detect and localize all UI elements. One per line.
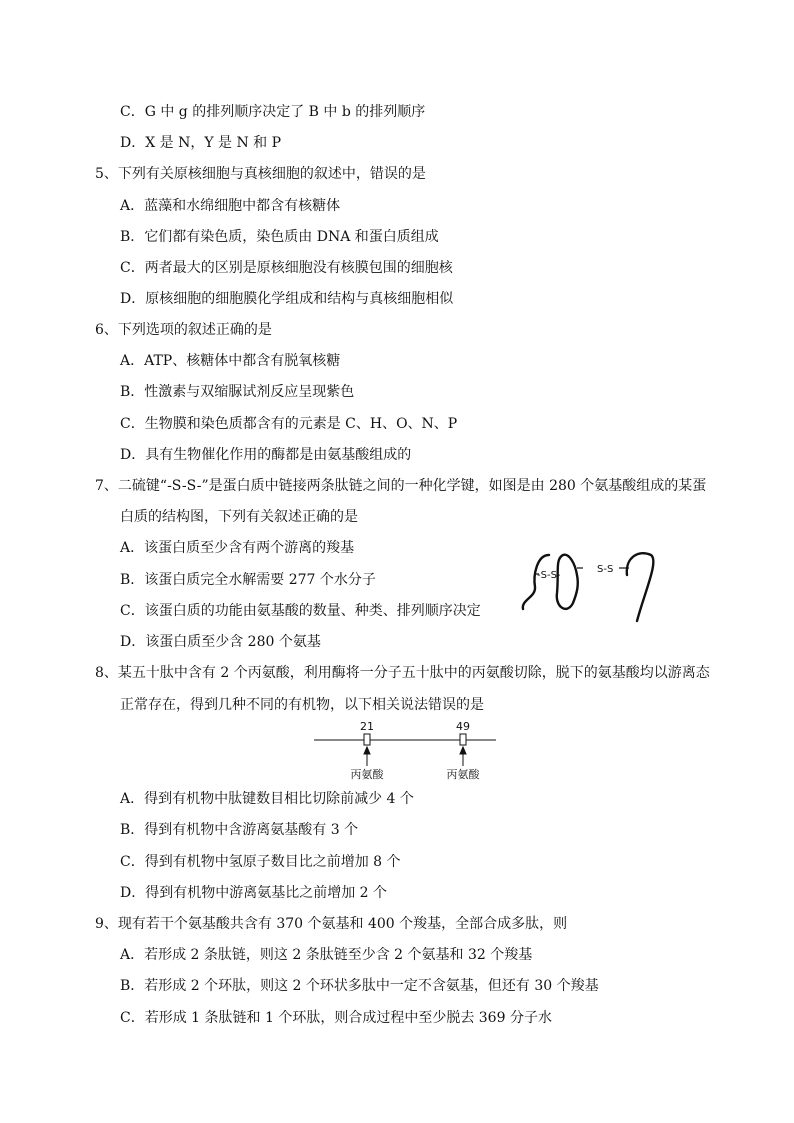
- alanine-label-2: 丙氨酸: [446, 768, 480, 781]
- question-5-option-a: A．蓝藻和水绵细胞中都含有核糖体: [120, 198, 341, 214]
- option-d-prev: D．X 是 N，Y 是 N 和 P: [120, 135, 282, 151]
- question-7-option-b: B．该蛋白质完全水解需要 277 个水分子: [120, 572, 376, 588]
- disulfide-bond-label-1: -S-S-: [537, 570, 561, 581]
- peptide-chain-figure: [310, 714, 500, 782]
- question-5-option-b: B．它们都有染色质，染色质由 DNA 和蛋白质组成: [120, 229, 439, 245]
- question-6-stem: 6、下列选项的叙述正确的是: [95, 322, 272, 338]
- question-8-stem-line1: 8、某五十肽中含有 2 个丙氨酸，利用酶将一分子五十肽中的丙氨酸切除，脱下的氨基酸均以游离态: [95, 665, 710, 681]
- alanine-label-1: 丙氨酸: [350, 768, 384, 781]
- question-7-option-d: D．该蛋白质至少含 280 个氨基: [120, 634, 321, 650]
- question-8-stem-line2: 正常存在，得到几种不同的有机物，以下相关说法错误的是: [120, 697, 484, 713]
- question-6-option-d: D．具有生物催化作用的酶都是由氨基酸组成的: [120, 447, 412, 463]
- question-7-option-c: C．该蛋白质的功能由氨基酸的数量、种类、排列顺序决定: [120, 603, 481, 619]
- question-9-option-a: A．若形成 2 条肽链，则这 2 条肽链至少含 2 个氨基和 32 个羧基: [120, 947, 533, 963]
- question-5-stem: 5、下列有关原核细胞与真核细胞的叙述中，错误的是: [95, 166, 426, 182]
- disulfide-bond-label-2: S-S: [597, 564, 614, 575]
- option-c-prev: C．G 中 g 的排列顺序决定了 B 中 b 的排列顺序: [120, 104, 426, 120]
- question-5-option-c: C．两者最大的区别是原核细胞没有核膜包围的细胞核: [120, 260, 453, 276]
- question-8-option-a: A．得到有机物中肽键数目相比切除前减少 4 个: [120, 791, 414, 807]
- question-9-stem: 9、现有若干个氨基酸共含有 370 个氨基和 400 个羧基，全部合成多肽，则: [95, 916, 568, 932]
- question-7-option-a: A．该蛋白质至少含有两个游离的羧基: [120, 540, 355, 556]
- alanine-box-21: [364, 734, 370, 745]
- peptide-chain-3: [627, 553, 654, 621]
- protein-structure-figure: [515, 545, 665, 625]
- peptide-chain-1: [523, 555, 549, 609]
- question-6-option-b: B．性激素与双缩脲试剂反应呈现紫色: [120, 384, 355, 400]
- question-9-option-b: B．若形成 2 个环肽，则这 2 个环状多肽中一定不含氨基，但还有 30 个羧基: [120, 978, 599, 994]
- question-6-option-c: C．生物膜和染色质都含有的元素是 C、H、O、N、P: [120, 416, 458, 432]
- arrow-up-icon: [460, 747, 466, 754]
- question-6-option-a: A．ATP、核糖体中都含有脱氧核糖: [120, 353, 341, 369]
- position-label-49: 49: [456, 720, 470, 733]
- question-7-stem-line1: 7、二硫键“-S-S-”是蛋白质中链接两条肽链之间的一种化学键，如图是由 280 个氨基酸组成的某蛋: [95, 478, 707, 494]
- question-5-option-d: D．原核细胞的细胞膜化学组成和结构与真核细胞相似: [120, 291, 454, 307]
- question-8-option-c: C．得到有机物中氢原子数目比之前增加 8 个: [120, 854, 401, 870]
- question-7-stem-line2: 白质的结构图，下列有关叙述正确的是: [120, 509, 358, 525]
- question-8-option-d: D．得到有机物中游离氨基比之前增加 2 个: [120, 885, 388, 901]
- arrow-up-icon: [364, 747, 370, 754]
- position-label-21: 21: [360, 720, 374, 733]
- question-8-option-b: B．得到有机物中含游离氨基酸有 3 个: [120, 822, 359, 838]
- peptide-chain-2: [557, 555, 578, 609]
- alanine-box-49: [460, 734, 466, 745]
- question-9-option-c: C．若形成 1 条肽链和 1 个环肽，则合成过程中至少脱去 369 分子水: [120, 1010, 552, 1026]
